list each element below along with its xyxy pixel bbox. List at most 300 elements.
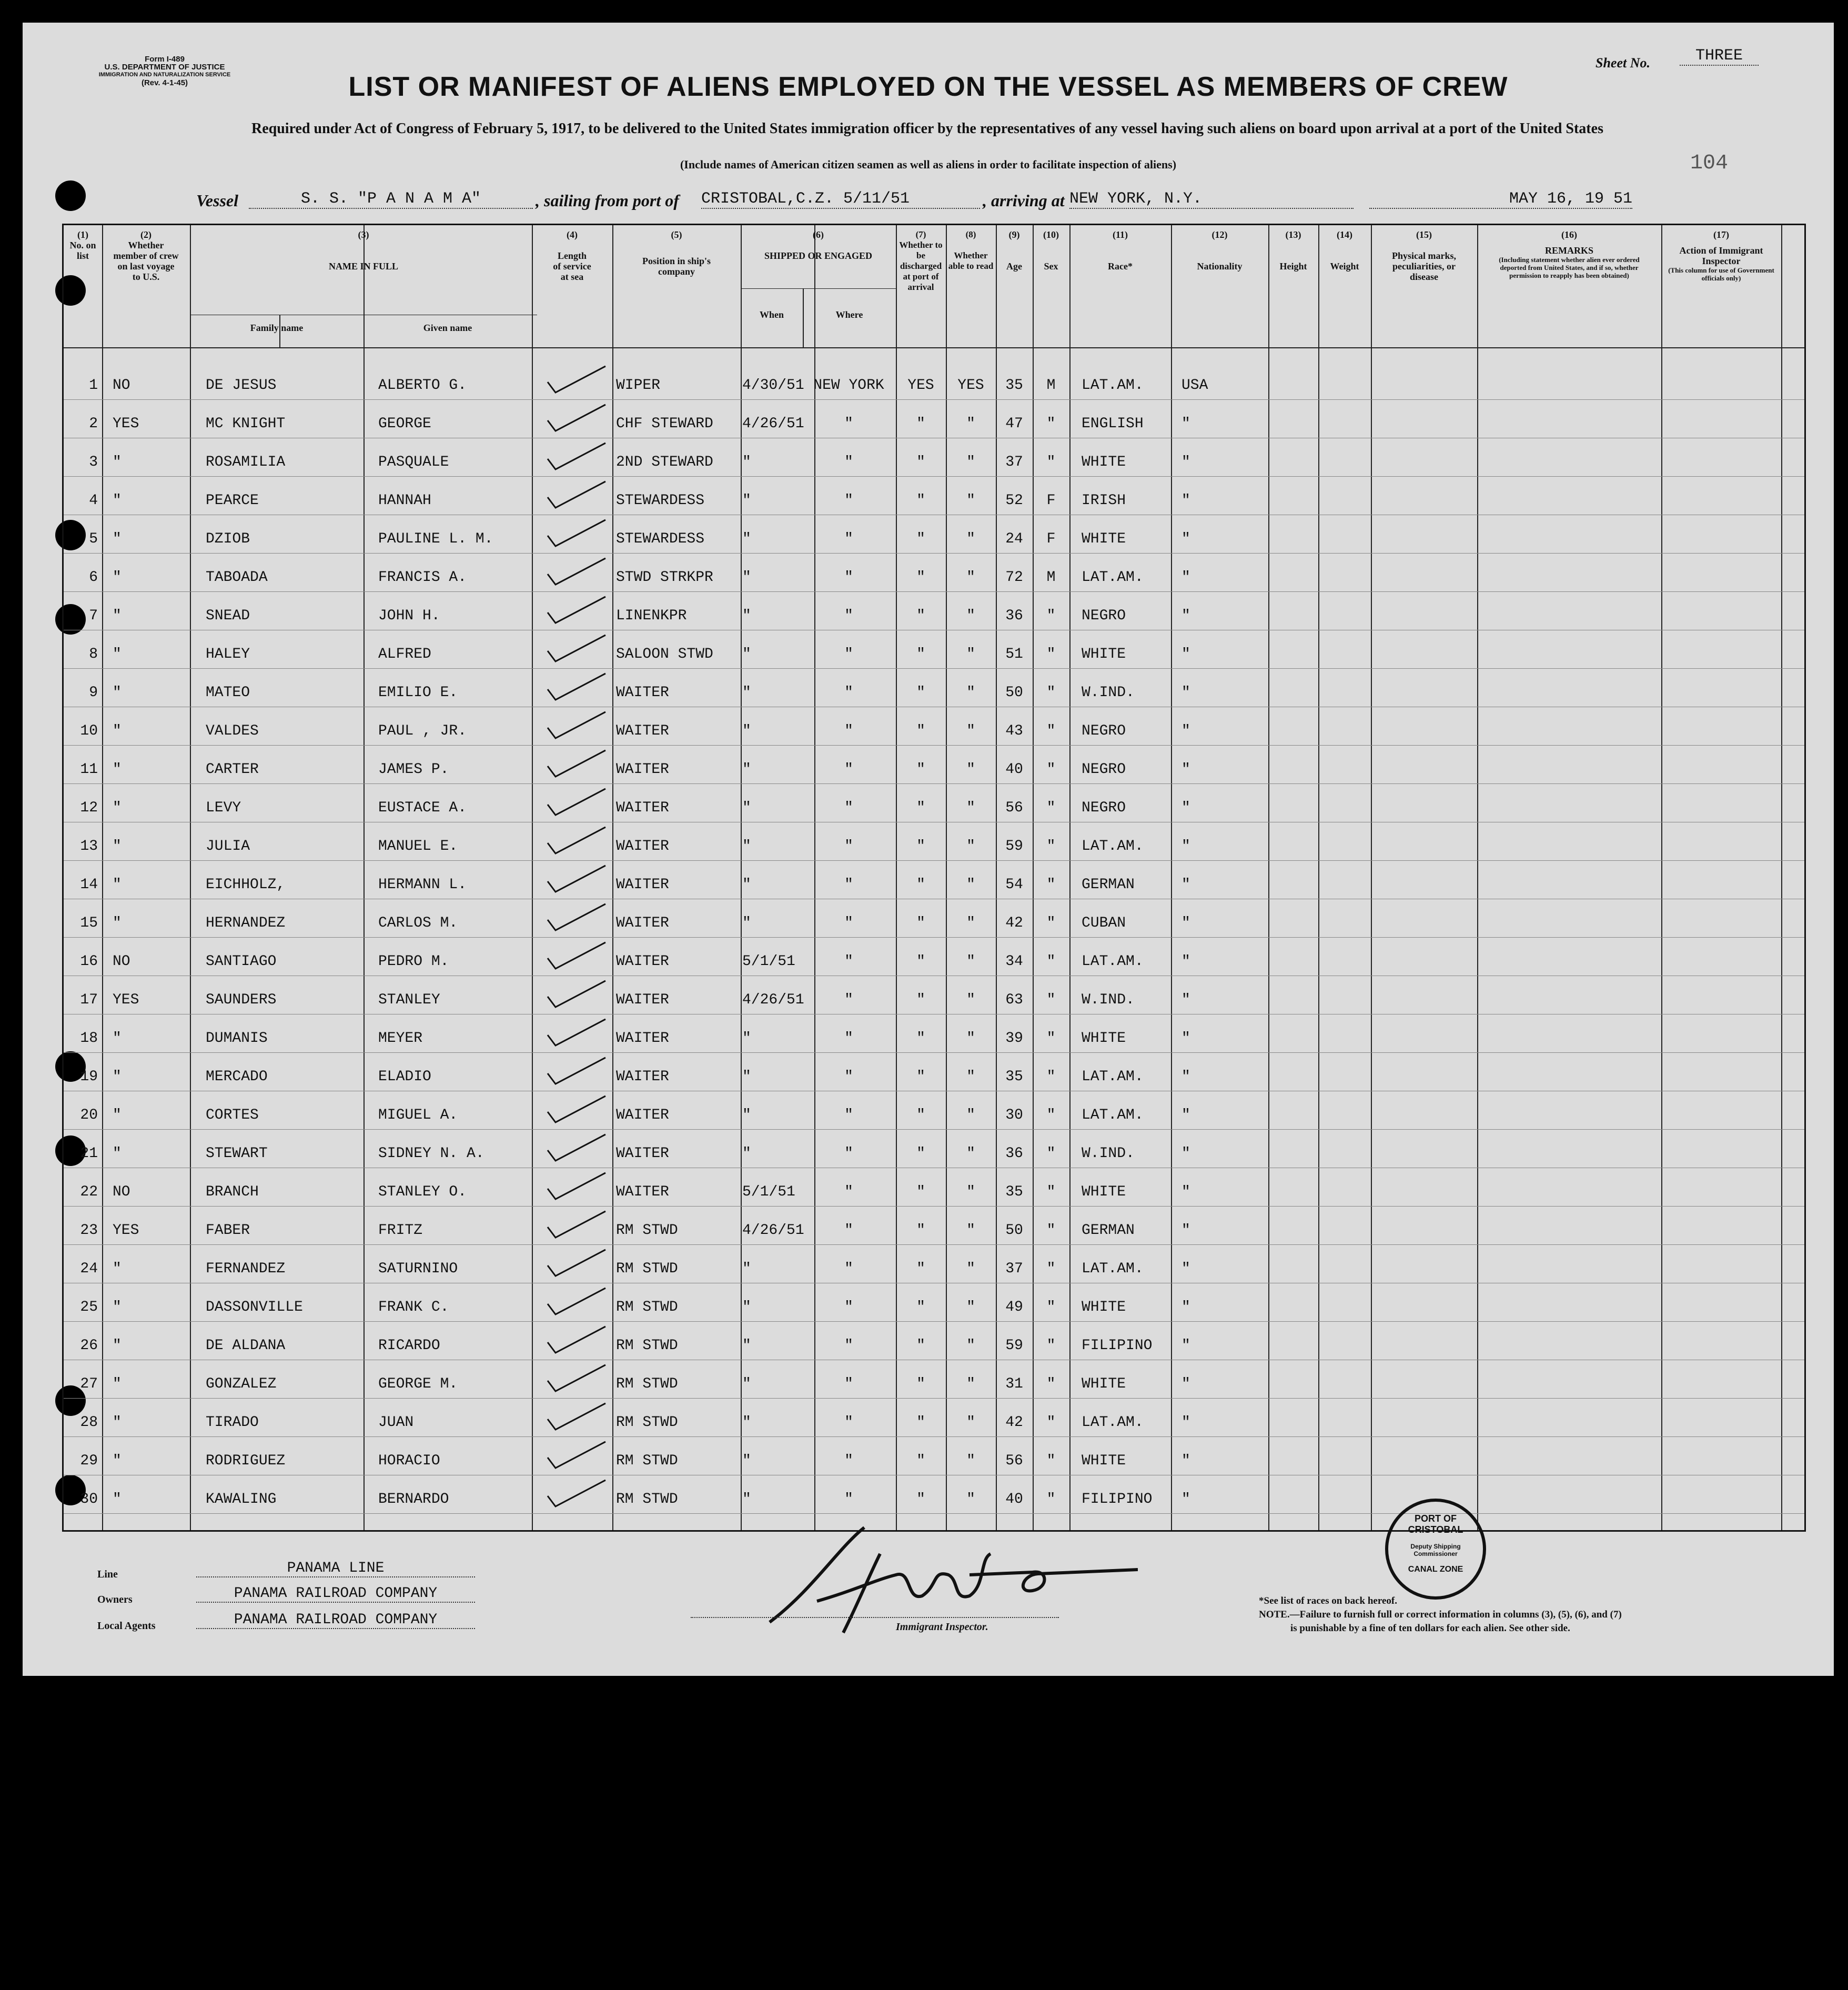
cell-position: RM STWD [616, 1338, 678, 1354]
cell-family: DE ALDANA [206, 1338, 286, 1354]
cell-age: 72 [1005, 569, 1023, 586]
cell-disch: " [916, 838, 925, 855]
cell-last: " [113, 569, 122, 586]
col-17-header: (17) Action of Immigrant Inspector (This column for use of Government officials only) [1668, 229, 1774, 282]
cell-given: CARLOS M. [378, 915, 458, 931]
col-5-header: (5) Position in ship's company [642, 229, 711, 277]
col-8-header: (8) Whether able to read [948, 229, 994, 271]
cell-family: BRANCH [206, 1184, 259, 1200]
cell-disch: " [916, 1491, 925, 1507]
cell-last: YES [113, 416, 139, 432]
cell-last: " [113, 800, 122, 816]
cell-where: " [844, 416, 853, 432]
cell-no: 1 [89, 377, 98, 394]
cell-race: CUBAN [1082, 915, 1126, 931]
cell-disch: " [916, 1069, 925, 1085]
cell-position: WAITER [616, 915, 669, 931]
cell-race: LAT.AM. [1082, 838, 1144, 855]
vessel-label: Vessel [196, 191, 238, 210]
cell-given: MANUEL E. [378, 838, 458, 855]
cell-nat: " [1181, 1299, 1190, 1315]
cell-position: WAITER [616, 685, 669, 701]
cell-family: MC KNIGHT [206, 416, 286, 432]
cell-when: " [742, 1069, 751, 1085]
cell-age: 49 [1005, 1299, 1023, 1315]
cell-position: CHF STEWARD [616, 416, 713, 432]
cell-last: " [113, 1145, 122, 1162]
vessel-value: S. S. "P A N A M A" [249, 190, 533, 209]
cell-nat: " [1181, 1145, 1190, 1162]
cell-where: " [844, 493, 853, 509]
binder-hole [55, 180, 86, 211]
service-check-mark [548, 1019, 605, 1046]
form-id-line: IMMIGRATION AND NATURALIZATION SERVICE [98, 72, 231, 78]
cell-last: " [113, 1453, 122, 1469]
service-check-mark [548, 904, 605, 930]
cell-position: WIPER [616, 377, 661, 394]
col-11-header: (11) Race* [1108, 229, 1133, 272]
cell-no: 5 [89, 531, 98, 547]
service-check-mark [548, 1480, 605, 1506]
cell-no: 9 [89, 685, 98, 701]
cell-given: PEDRO M. [378, 953, 449, 970]
cell-disch: YES [907, 377, 934, 394]
cell-race: GERMAN [1082, 877, 1135, 893]
cell-nat: " [1181, 1107, 1190, 1123]
service-check-mark [548, 597, 605, 623]
cell-read: " [966, 800, 975, 816]
cell-nat: " [1181, 761, 1190, 778]
line-value: PANAMA LINE [196, 1560, 475, 1577]
cell-disch: " [916, 1414, 925, 1431]
cell-disch: " [916, 646, 925, 662]
cell-disch: " [916, 685, 925, 701]
cell-last: " [113, 1299, 122, 1315]
cell-race: NEGRO [1082, 800, 1126, 816]
cell-read: " [966, 608, 975, 624]
cell-where: " [844, 531, 853, 547]
cell-position: WAITER [616, 761, 669, 778]
cell-disch: " [916, 1145, 925, 1162]
cell-age: 35 [1005, 377, 1023, 394]
cell-nat: " [1181, 1453, 1190, 1469]
cell-position: WAITER [616, 800, 669, 816]
inspector-label: Immigrant Inspector. [896, 1621, 988, 1633]
col-10-header: (10) Sex [1043, 229, 1059, 272]
cell-age: 59 [1005, 1338, 1023, 1354]
cell-no: 4 [89, 493, 98, 509]
cell-given: PASQUALE [378, 454, 449, 470]
cell-race: NEGRO [1082, 723, 1126, 739]
cell-family: DE JESUS [206, 377, 277, 394]
cell-last: " [113, 1414, 122, 1431]
cell-where: " [844, 800, 853, 816]
cell-sex: " [1046, 915, 1056, 931]
cell-nat: " [1181, 992, 1190, 1008]
cell-sex: " [1046, 1338, 1056, 1354]
cell-where: " [844, 877, 853, 893]
cell-given: FRITZ [378, 1222, 423, 1239]
service-check-mark [548, 981, 605, 1007]
cell-given: FRANCIS A. [378, 569, 467, 586]
cell-read: " [966, 877, 975, 893]
cell-disch: " [916, 992, 925, 1008]
cell-disch: " [916, 1338, 925, 1354]
cell-age: 42 [1005, 915, 1023, 931]
cell-no: 10 [80, 723, 98, 739]
cell-last: " [113, 761, 122, 778]
cell-position: WAITER [616, 723, 669, 739]
cell-last: " [113, 915, 122, 931]
col-16-header: (16) REMARKS (Including statement whether alien ever ordered deported from United States, and if so, whether permission to reapply has been obtained) [1499, 229, 1640, 279]
cell-given: EMILIO E. [378, 685, 458, 701]
cell-given: SATURNINO [378, 1261, 458, 1277]
cell-family: PEARCE [206, 493, 259, 509]
cell-sex: " [1046, 761, 1056, 778]
cell-when: " [742, 838, 751, 855]
cell-sex: " [1046, 800, 1056, 816]
cell-position: STEWARDESS [616, 493, 705, 509]
cell-when: " [742, 723, 751, 739]
cell-disch: " [916, 877, 925, 893]
cell-read: " [966, 1376, 975, 1392]
cell-disch: " [916, 761, 925, 778]
cell-sex: " [1046, 685, 1056, 701]
cell-when: " [742, 1107, 751, 1123]
races-note: *See list of races on back hereof. [1259, 1595, 1397, 1606]
cell-age: 43 [1005, 723, 1023, 739]
stamp-mid-text: Deputy Shipping Commissioner [1410, 1543, 1461, 1557]
stamp-top-text: PORT OF CRISTOBAL [1408, 1513, 1463, 1535]
col-7-header: (7) Whether to be discharged at port of arrival [899, 229, 943, 292]
cell-no: 24 [80, 1261, 98, 1277]
cell-nat: " [1181, 723, 1190, 739]
cell-last: " [113, 646, 122, 662]
cell-given: MIGUEL A. [378, 1107, 458, 1123]
cell-disch: " [916, 454, 925, 470]
cell-when: " [742, 1338, 751, 1354]
cell-given: STANLEY O. [378, 1184, 467, 1200]
cell-nat: " [1181, 1414, 1190, 1431]
cell-read: " [966, 761, 975, 778]
col-6a-header: When [759, 309, 784, 320]
cell-read: " [966, 1184, 975, 1200]
cell-sex: " [1046, 1107, 1056, 1123]
col-3b-header: Given name [423, 323, 472, 333]
cell-read: " [966, 915, 975, 931]
cell-no: 7 [89, 608, 98, 624]
page-title: LIST OR MANIFEST OF ALIENS EMPLOYED ON THE VESSEL AS MEMBERS OF CREW [348, 72, 1508, 102]
cell-nat: " [1181, 915, 1190, 931]
cell-disch: " [916, 800, 925, 816]
cell-position: SALOON STWD [616, 646, 713, 662]
cell-position: RM STWD [616, 1376, 678, 1392]
cell-race: NEGRO [1082, 761, 1126, 778]
port-stamp [1385, 1499, 1486, 1600]
cell-nat: " [1181, 454, 1190, 470]
crew-manifest-table [62, 224, 1806, 1532]
cell-disch: " [916, 1184, 925, 1200]
cell-given: BERNARDO [378, 1491, 449, 1507]
cell-race: LAT.AM. [1082, 953, 1144, 970]
service-check-mark [548, 1173, 605, 1199]
cell-sex: " [1046, 1491, 1056, 1507]
cell-race: FILIPINO [1082, 1338, 1153, 1354]
cell-last: YES [113, 992, 139, 1008]
cell-disch: " [916, 569, 925, 586]
cell-read: " [966, 454, 975, 470]
cell-sex: " [1046, 723, 1056, 739]
cell-sex: " [1046, 646, 1056, 662]
col-13-header: (13) Height [1279, 229, 1307, 272]
arrival-date: MAY 16, 19 51 [1369, 190, 1632, 209]
page-number: 104 [1690, 152, 1729, 175]
cell-given: GEORGE [378, 416, 431, 432]
cell-family: JULIA [206, 838, 250, 855]
service-check-mark [548, 750, 605, 777]
cell-read: " [966, 1222, 975, 1239]
cell-when: " [742, 1414, 751, 1431]
col-1-header: (1) No. on list [69, 229, 96, 261]
cell-race: WHITE [1082, 1299, 1126, 1315]
cell-sex: F [1046, 493, 1056, 509]
cell-position: WAITER [616, 1069, 669, 1085]
cell-read: " [966, 953, 975, 970]
cell-family: STEWART [206, 1145, 268, 1162]
cell-no: 18 [80, 1030, 98, 1047]
page-subnote: (Include names of American citizen seamen as well as aliens in order to facilitate inspection of aliens) [680, 158, 1177, 171]
cell-sex: " [1046, 608, 1056, 624]
col-3-header: (3) NAME IN FULL [328, 229, 398, 272]
cell-sex: " [1046, 1261, 1056, 1277]
cell-no: 2 [89, 416, 98, 432]
cell-read: " [966, 1414, 975, 1431]
cell-sex: " [1046, 992, 1056, 1008]
cell-no: 14 [80, 877, 98, 893]
cell-no: 12 [80, 800, 98, 816]
service-check-mark [548, 827, 605, 853]
cell-no: 27 [80, 1376, 98, 1392]
manifest-sheet [23, 23, 1834, 1676]
cell-given: ELADIO [378, 1069, 431, 1085]
sailing-label: , sailing from port of [536, 191, 679, 210]
cell-nat: " [1181, 838, 1190, 855]
cell-given: HORACIO [378, 1453, 440, 1469]
cell-age: 36 [1005, 1145, 1023, 1162]
col-2-header: (2) Whether member of crew on last voyage to U.S. [113, 229, 179, 282]
cell-where: " [844, 761, 853, 778]
cell-race: WHITE [1082, 1030, 1126, 1047]
cell-race: WHITE [1082, 646, 1126, 662]
cell-given: ALFRED [378, 646, 431, 662]
cell-sex: " [1046, 1453, 1056, 1469]
cell-family: DASSONVILLE [206, 1299, 303, 1315]
cell-sex: " [1046, 416, 1056, 432]
cell-no: 29 [80, 1453, 98, 1469]
stamp-bottom-text: CANAL ZONE [1408, 1565, 1463, 1574]
cell-sex: " [1046, 454, 1056, 470]
cell-no: 6 [89, 569, 98, 586]
cell-read: " [966, 1030, 975, 1047]
cell-family: LEVY [206, 800, 241, 816]
cell-no: 8 [89, 646, 98, 662]
vessel-line [23, 186, 1834, 217]
cell-last: " [113, 877, 122, 893]
cell-nat: " [1181, 1338, 1190, 1354]
cell-read: " [966, 1299, 975, 1315]
cell-given: JAMES P. [378, 761, 449, 778]
cell-family: SNEAD [206, 608, 250, 624]
cell-age: 50 [1005, 1222, 1023, 1239]
cell-nat: " [1181, 800, 1190, 816]
cell-last: " [113, 838, 122, 855]
cell-nat: " [1181, 1030, 1190, 1047]
cell-when: " [742, 761, 751, 778]
service-check-mark [548, 405, 605, 431]
cell-where: " [844, 1107, 853, 1123]
cell-given: GEORGE M. [378, 1376, 458, 1392]
cell-where: " [844, 1222, 853, 1239]
cell-sex: " [1046, 838, 1056, 855]
cell-position: RM STWD [616, 1491, 678, 1507]
cell-sex: F [1046, 531, 1056, 547]
cell-family: TIRADO [206, 1414, 259, 1431]
cell-nat: " [1181, 1184, 1190, 1200]
cell-when: " [742, 915, 751, 931]
cell-family: FABER [206, 1222, 250, 1239]
cell-where: NEW YORK [813, 377, 884, 394]
cell-last: " [113, 454, 122, 470]
cell-when: " [742, 877, 751, 893]
cell-read: " [966, 569, 975, 586]
cell-age: 47 [1005, 416, 1023, 432]
cell-sex: M [1046, 569, 1056, 586]
cell-where: " [844, 608, 853, 624]
cell-nat: " [1181, 1261, 1190, 1277]
cell-no: 17 [80, 992, 98, 1008]
cell-position: RM STWD [616, 1261, 678, 1277]
cell-position: 2ND STEWARD [616, 454, 713, 470]
cell-age: 40 [1005, 1491, 1023, 1507]
cell-nat: " [1181, 1376, 1190, 1392]
cell-sex: " [1046, 1376, 1056, 1392]
cell-last: " [113, 531, 122, 547]
cell-when: 4/26/51 [742, 992, 804, 1008]
cell-read: " [966, 1069, 975, 1085]
cell-given: PAUL , JR. [378, 723, 467, 739]
cell-family: VALDES [206, 723, 259, 739]
service-check-mark [548, 789, 605, 815]
cell-when: " [742, 800, 751, 816]
service-check-mark [548, 1096, 605, 1122]
cell-nat: " [1181, 877, 1190, 893]
cell-race: ENGLISH [1082, 416, 1144, 432]
cell-read: " [966, 685, 975, 701]
cell-given: STANLEY [378, 992, 440, 1008]
cell-no: 19 [80, 1069, 98, 1085]
cell-no: 16 [80, 953, 98, 970]
cell-last: " [113, 1261, 122, 1277]
cell-where: " [844, 1338, 853, 1354]
cell-where: " [844, 915, 853, 931]
cell-given: FRANK C. [378, 1299, 449, 1315]
cell-race: WHITE [1082, 454, 1126, 470]
cell-where: " [844, 646, 853, 662]
cell-when: " [742, 1453, 751, 1469]
cell-last: " [113, 1338, 122, 1354]
col-3a-header: Family name [250, 323, 304, 333]
cell-last: " [113, 685, 122, 701]
cell-no: 11 [80, 761, 98, 778]
cell-when: " [742, 1145, 751, 1162]
cell-read: " [966, 1453, 975, 1469]
cell-where: " [844, 1453, 853, 1469]
cell-age: 59 [1005, 838, 1023, 855]
cell-no: 25 [80, 1299, 98, 1315]
service-check-mark [548, 1326, 605, 1353]
cell-no: 23 [80, 1222, 98, 1239]
cell-given: HERMANN L. [378, 877, 467, 893]
cell-position: RM STWD [616, 1453, 678, 1469]
agents-value: PANAMA RAILROAD COMPANY [196, 1612, 475, 1629]
cell-family: SAUNDERS [206, 992, 277, 1008]
cell-age: 37 [1005, 1261, 1023, 1277]
cell-where: " [844, 569, 853, 586]
cell-race: LAT.AM. [1082, 1107, 1144, 1123]
cell-read: " [966, 1261, 975, 1277]
cell-family: RODRIGUEZ [206, 1453, 286, 1469]
cell-race: LAT.AM. [1082, 569, 1144, 586]
cell-where: " [844, 992, 853, 1008]
cell-position: WAITER [616, 1107, 669, 1123]
cell-sex: " [1046, 1414, 1056, 1431]
check-marks [64, 225, 1807, 1533]
cell-age: 36 [1005, 608, 1023, 624]
cell-when: 4/26/51 [742, 1222, 804, 1239]
cell-read: " [966, 1491, 975, 1507]
line-label: Line [97, 1569, 118, 1580]
cell-sex: " [1046, 1069, 1056, 1085]
cell-race: IRISH [1082, 493, 1126, 509]
cell-position: WAITER [616, 1030, 669, 1047]
cell-when: " [742, 493, 751, 509]
cell-nat: " [1181, 569, 1190, 586]
cell-family: ROSAMILIA [206, 454, 286, 470]
cell-last: " [113, 1107, 122, 1123]
form-id-line: Form I-489 [145, 55, 185, 64]
arriving-value: NEW YORK, N.Y. [1069, 190, 1354, 209]
cell-no: 30 [80, 1491, 98, 1507]
service-check-mark [548, 1250, 605, 1276]
cell-last: " [113, 723, 122, 739]
cell-when: 5/1/51 [742, 1184, 795, 1200]
cell-read: " [966, 1338, 975, 1354]
service-check-mark [548, 443, 605, 469]
cell-age: 52 [1005, 493, 1023, 509]
cell-race: LAT.AM. [1082, 377, 1144, 394]
cell-when: " [742, 646, 751, 662]
cell-disch: " [916, 1107, 925, 1123]
cell-age: 34 [1005, 953, 1023, 970]
cell-disch: " [916, 1030, 925, 1047]
cell-no: 21 [80, 1145, 98, 1162]
cell-disch: " [916, 1376, 925, 1392]
cell-where: " [844, 1069, 853, 1085]
cell-disch: " [916, 493, 925, 509]
cell-where: " [844, 723, 853, 739]
cell-age: 54 [1005, 877, 1023, 893]
cell-race: WHITE [1082, 1184, 1126, 1200]
